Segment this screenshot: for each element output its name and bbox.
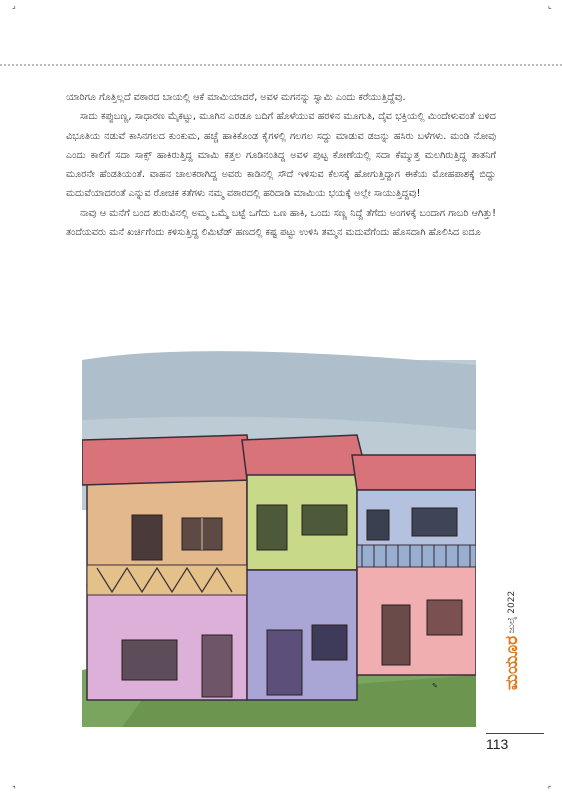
- header-dotted-rule: [0, 64, 562, 66]
- article-body: [66, 88, 496, 242]
- crop-mark-bottom-left: ⌝: [12, 785, 16, 794]
- crop-mark-bottom-right: ⌜: [548, 785, 552, 794]
- svg-text:✎: ✎: [432, 682, 438, 690]
- issue-date: ಜುಲೈ 2022: [507, 590, 517, 634]
- houses-illustration: [82, 340, 476, 727]
- crop-mark-top-right: ⌞: [548, 1, 552, 10]
- magazine-title: ಮಯೂರ: [502, 635, 522, 691]
- page-number: 113: [486, 736, 509, 752]
- paragraph: ಯಾರಿಗೂ ಗೊತ್ತಿಲ್ಲದೆ ವಠಾರದ ಬಾಯಲ್ಲಿ ಆಕೆ ಮಾಮಿಯಾದರೆ, ಅವಳ ಮಗನನ್ನು ಸ್ವಾಮಿ ಎಂದು ಕರೆಯುತ್ತಿದ್ದೆವು.: [66, 92, 406, 103]
- crop-mark-top-left: ⌟: [12, 1, 16, 10]
- paragraph: ನಾವು ಆ ಮನೆಗೆ ಬಂದ ಶುರುವಿನಲ್ಲಿ ಅಮ್ಮ ಒಮ್ಮೆ ಬಟ್ಟೆ ಒಗೆದು ಒಣ ಹಾಕಿ, ಒಂದು ಸಣ್ಣ ನಿದ್ದೆ ತೆಗೆದು ಅಂಗಳಕ್ಕೆ ಬಂದಾಗ ಗಾಬರಿ ಆಗಿತ್ತು! ತಂದೆಯವರು ಮನೆ ಖರ್ಚಿಗೆಂದು ಕಳಿಸುತ್ತಿದ್ದ ಲಿಮಿಟೆಡ್ ಹಣದಲ್ಲಿ ಕಷ್ಟ ಪಟ್ಟು ಉಳಿಸಿ ತಮ್ಮನ ಮದುವೆಗೆಂದು ಹೊಸದಾಗಿ ಹೊಲಿಸಿದ ಐದೂ: [66, 207, 496, 239]
- page-number-rule: [486, 733, 544, 734]
- paragraph: ಸಾದು ಕಪ್ಪುಬಣ್ಣ, ಸಾಧಾರಣ ಮೈಕಟ್ಟು, ಮೂಗಿನ ಎರಡೂ ಬದಿಗೆ ಹೊಳೆಯುವ ಹರಳಿನ ಮೂಗುತಿ, ದೈವ ಭಕ್ತಿಯಲ್ಲಿ ಮಿಂದೇಳುವಂತೆ ಬಳಿದ ವಿಭೂತಿಯ ನಡುವೆ ಕಾಸಿನಗಲದ ಕುಂಕುಮ, ಹಚ್ಚೆ ಹಾಕಿಕೊಂಡ ಕೈಗಳಲ್ಲಿ ಗಲಗಲ ಸದ್ದು ಮಾಡುವ ಡಜನ್ನು ಹಸಿರು ಬಳೆಗಳು. ಮಂಡಿ ನೋವು ಎಂದು ಕಾಲಿಗೆ ಸದಾ ಸಾಕ್ಸ್ ಹಾಕಿರುತ್ತಿದ್ದ ಮಾಮಿ ಕತ್ತಲ ಗೂಡಿನಂತಿದ್ದ ಅವಳ ಪುಟ್ಟ ಕೋಣೆಯಲ್ಲಿ ಸದಾ ಕೆಮ್ಮುತ್ತ ಮಲಗಿರುತ್ತಿದ್ದ ತಾತನಿಗೆ ಮೂರನೇ ಹೆಂಡತಿಯಂತೆ. ವಾಹನ ಚಾಲಕರಾಗಿದ್ದ ಅವರು ಕಾಡಿನಲ್ಲಿ ಸೌದೆ ಇಳಿಸುವ ಕೆಲಸಕ್ಕೆ ಹೋಗುತ್ತಿದ್ದಾಗ ಈಕೆಯ ಮೋಹಪಾಶಕ್ಕೆ ಬಿದ್ದು ಮದುವೆಯಾದರಂತೆ ಎನ್ನುವ ರೋಚಕ ಕತೆಗಳು ನಮ್ಮ ವಠಾರದಲ್ಲಿ ಹರಿದಾಡಿ ಮಾಮಿಯ ಭಯಕ್ಕೆ ಅಲ್ಲೇ ಸಾಯುತ್ತಿದ್ದವು!: [66, 111, 496, 200]
